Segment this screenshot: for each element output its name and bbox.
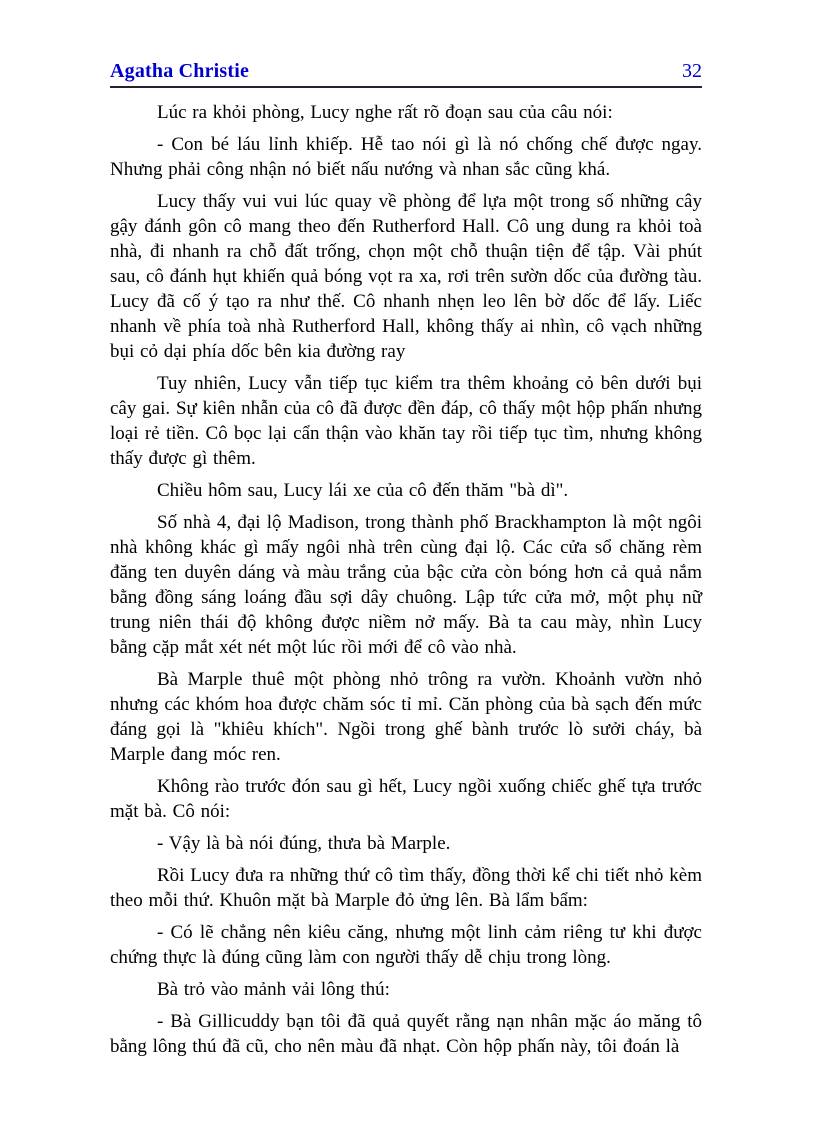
page-content — [110, 60, 702, 1059]
header-rule — [110, 86, 702, 88]
paragraph: Số nhà 4, đại lộ Madison, trong thành phố Brackhampton là một ngôi nhà không khác gì mấy ngôi nhà trên cùng đại lộ. Các cửa sổ chăng rèm đăng ten duyên dáng và màu trắng của bậc cửa còn bóng hơn cả quả nắm bằng đồng sáng loáng đầu sợi dây chuông. Lập tức cửa mở, một phụ nữ trung niên thái độ không được niềm nở mấy. Bà ta cau mày, nhìn Lucy bằng cặp mắt xét nét một lúc rồi mới để cô vào nhà. — [110, 512, 702, 658]
paragraph: Chiều hôm sau, Lucy lái xe của cô đến thăm "bà dì". — [157, 480, 569, 501]
page-header — [110, 60, 702, 82]
paragraph: Tuy nhiên, Lucy vẫn tiếp tục kiểm tra thêm khoảng cỏ bên dưới bụi cây gai. Sự kiên nhẫn của cô đã được đền đáp, cô thấy một hộp phấn nhưng loại rẻ tiền. Cô bọc lại cẩn thận vào khăn tay rồi tiếp tục tìm, nhưng không thấy được gì thêm. — [110, 373, 702, 469]
paragraph: - Con bé láu lỉnh khiếp. Hễ tao nói gì là nó chống chế được ngay. Nhưng phải công nhận nó biết nấu nướng và nhan sắc cũng khá. — [110, 134, 702, 180]
paragraph: Không rào trước đón sau gì hết, Lucy ngồi xuống chiếc ghế tựa trước mặt bà. Cô nói: — [110, 776, 702, 822]
paragraph: Rồi Lucy đưa ra những thứ cô tìm thấy, đồng thời kể chi tiết nhỏ kèm theo mỗi thứ. Khuôn mặt bà Marple đỏ ửng lên. Bà lẩm bẩm: — [110, 865, 702, 911]
page-number: 32 — [682, 60, 702, 82]
paragraph: - Vậy là bà nói đúng, thưa bà Marple. — [157, 833, 451, 854]
page-body — [110, 100, 702, 1059]
paragraph: Lúc ra khỏi phòng, Lucy nghe rất rõ đoạn sau của câu nói: — [157, 102, 613, 123]
paragraph: Bà trỏ vào mảnh vải lông thú: — [157, 979, 390, 1000]
paragraph: - Bà Gillicuddy bạn tôi đã quả quyết rằng nạn nhân mặc áo măng tô bằng lông thú đã cũ, cho nên màu đã nhạt. Còn hộp phấn này, tôi đoán là — [110, 1011, 702, 1057]
running-header-title: Agatha Christie — [110, 60, 250, 82]
paragraph: Bà Marple thuê một phòng nhỏ trông ra vườn. Khoảnh vườn nhỏ nhưng các khóm hoa được chăm sóc tỉ mỉ. Căn phòng của bà sạch đến mức đáng gọi là "khiêu khích". Ngồi trong ghế bành trước lò sưởi cháy, bà Marple đang móc ren. — [110, 669, 702, 765]
paragraph: Lucy thấy vui vui lúc quay về phòng để lựa một trong số những cây gậy đánh gôn cô mang theo đến Rutherford Hall. Cô ung dung ra khỏi toà nhà, đi nhanh ra chỗ đất trống, chọn một chỗ thuận tiện để tập. Vài phút sau, cô đánh hụt khiến quả bóng vọt ra xa, rơi trên sườn dốc của đường tàu. Lucy đã cố ý tạo ra như thế. Cô nhanh nhẹn leo lên bờ dốc để lấy. Liếc nhanh về phía toà nhà Rutherford Hall, không thấy ai nhìn, cô vạch những bụi cỏ dại phía dốc bên kia đường ray — [110, 191, 702, 362]
paragraph: - Có lẽ chẳng nên kiêu căng, nhưng một linh cảm riêng tư khi được chứng thực là đúng cũng làm con người thấy dễ chịu trong lòng. — [110, 922, 702, 968]
